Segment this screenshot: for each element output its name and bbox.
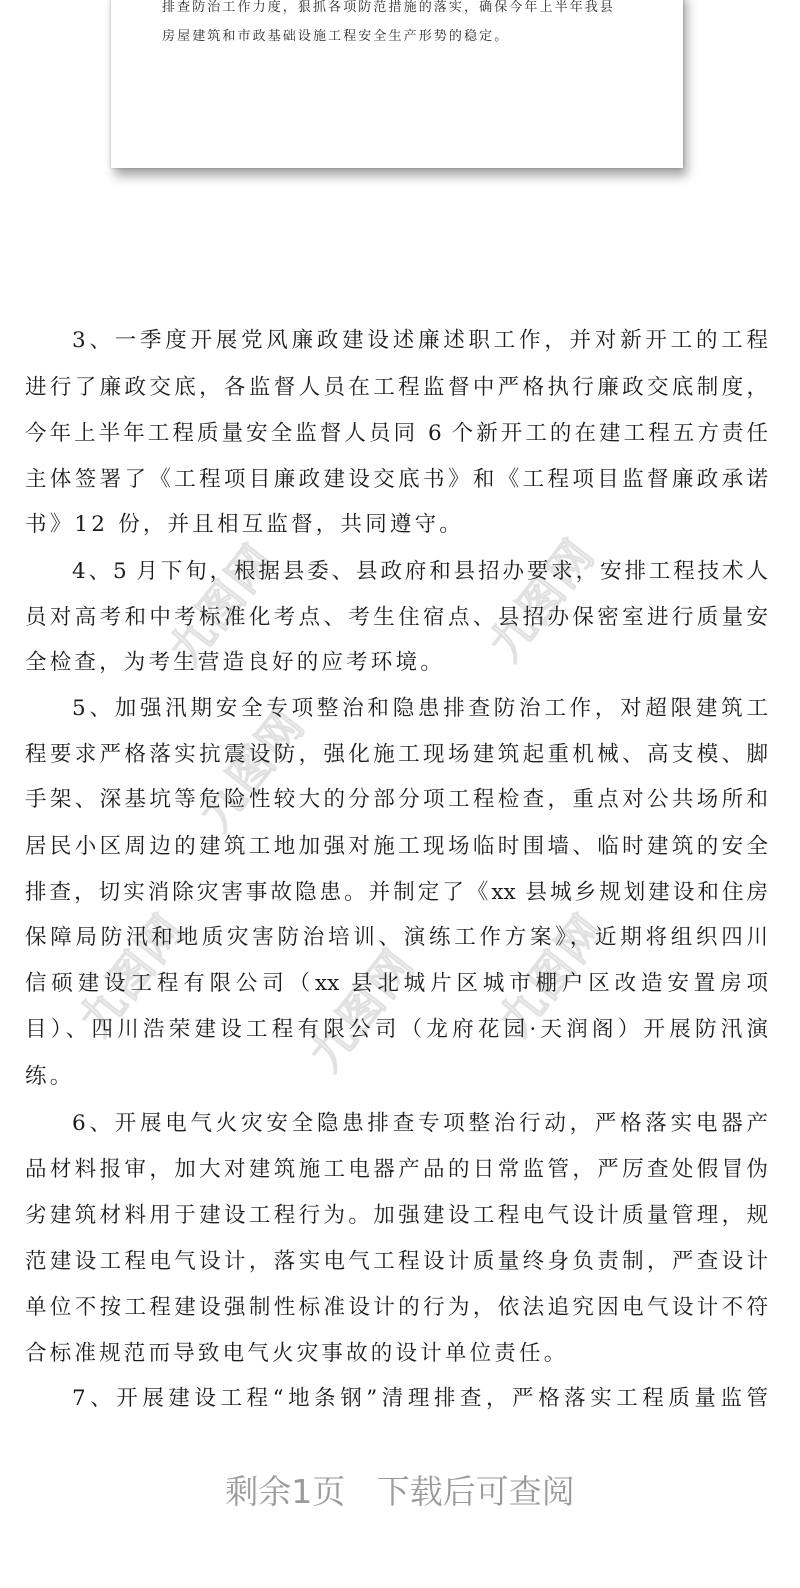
preview-text-line: 房屋建筑和市政基础设施工程安全生产形势的稳定。 [162, 29, 510, 44]
text-line: 目）、四川浩荣建设工程有限公司（龙府花园·天润阁）开展防汛演 [25, 1017, 768, 1042]
text-line: 单位不按工程建设强制性标准设计的行为，依法追究因电气设计不符 [25, 1295, 768, 1320]
text-line: 排查，切实消除灾害事故隐患。并制定了《xx 县城乡规划建设和住房 [25, 880, 768, 905]
text-line: 员对高考和中考标准化考点、考生住宿点、县招办保密室进行质量安 [25, 605, 768, 630]
watermark: 九图网 [159, 534, 286, 675]
text-line: 劣建筑材料用于建设工程行为。加强建设工程电气设计质量管理，规 [25, 1203, 768, 1228]
text-line: 范建设工程电气设计，落实电气工程设计质量终身负责制，严查设计 [25, 1249, 768, 1274]
text-line: 4、5 月下旬，根据县委、县政府和县招办要求，安排工程技术人 [72, 559, 768, 584]
text-line: 居民小区周边的建筑工地加强对施工现场临时围墙、临时建筑的安全 [25, 834, 768, 859]
watermark: 九图网 [479, 529, 606, 670]
text-line: 书》12 份，并且相互监督，共同遵守。 [25, 512, 464, 537]
text-line: 进行了廉政交底，各监督人员在工程监督中严格执行廉政交底制度， [25, 375, 768, 400]
text-line: 保障局防汛和地质灾害防治培训、演练工作方案》，近期将组织四川 [25, 925, 768, 950]
text-line: 练。 [25, 1064, 75, 1089]
previous-page-preview-card [111, 0, 683, 168]
watermark: 九图网 [189, 699, 316, 840]
text-line: 主体签署了《工程项目廉政建设交底书》和《工程项目监督廉政承诺 [25, 467, 768, 492]
text-line: 品材料报审，加大对建筑施工电器产品的日常监管，严厉查处假冒伪 [25, 1157, 768, 1182]
text-line: 信硕建设工程有限公司（xx 县北城片区城市棚户区改造安置房项 [25, 971, 768, 996]
text-line: 3、一季度开展党风廉政建设述廉述职工作，并对新开工的工程 [72, 328, 768, 353]
watermark: 九图网 [69, 904, 196, 1045]
text-line: 合标准规范而导致电气火灾事故的设计单位责任。 [25, 1341, 569, 1366]
remaining-pages-download-notice[interactable]: 剩余1页 下载后可查阅 [225, 1472, 575, 1511]
text-line: 程要求严格落实抗震设防，强化施工现场建筑起重机械、高支模、脚 [25, 742, 768, 767]
text-line: 7、开展建设工程“地条钢”清理排查，严格落实工程质量监管 [72, 1386, 768, 1411]
watermark: 九图网 [299, 939, 426, 1080]
watermark: 九图网 [489, 904, 616, 1045]
text-line: 今年上半年工程质量安全监督人员同 6 个新开工的在建工程五方责任 [25, 421, 768, 446]
text-line: 全检查，为考生营造良好的应考环境。 [25, 650, 445, 675]
text-line: 手架、深基坑等危险性较大的分部分项工程检查，重点对公共场所和 [25, 787, 768, 812]
preview-text-line: 排查防治工作力度，狠抓各项防范措施的落实，确保今年上半年我县 [162, 0, 616, 15]
text-line: 6、开展电气火灾安全隐患排查专项整治行动，严格落实电器产 [72, 1111, 768, 1136]
text-line: 5、加强汛期安全专项整治和隐患排查防治工作，对超限建筑工 [72, 696, 768, 721]
